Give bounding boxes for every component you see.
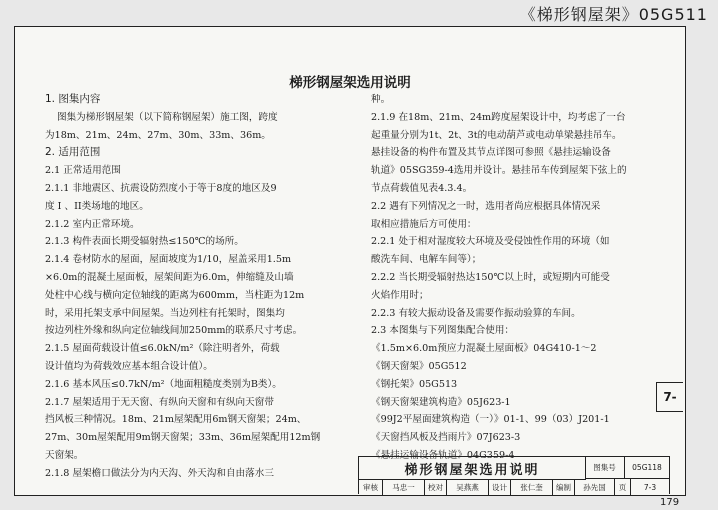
text-line: 《1.5m×6.0m预应力混凝土屋面板》04G410-1～2 (371, 343, 597, 355)
reviewer-name: 马忠一 (383, 479, 425, 495)
text-line: 2.1.9 在18m、21m、24m跨度屋架设计中，均考虑了一台 (371, 111, 626, 123)
left-column (45, 91, 349, 483)
designer-name: 张仁奎 (511, 479, 553, 495)
text-line: 2.1.6 基本风压≤0.7kN/m²（地面粗糙度类别为B类）。 (45, 378, 282, 390)
document-page (14, 26, 686, 496)
text-line: 2.1.3 构件表面长期受辐射热≤150℃的场所。 (45, 236, 244, 248)
text-line: 酸洗车间、电解车间等）； (371, 254, 482, 266)
title-block (358, 456, 670, 494)
text-line: 27m、30m屋架配用9m钢天窗架；33m、36m屋架配用12m钢 (45, 432, 321, 444)
text-line: 《钢托架》05G513 (371, 378, 458, 390)
text-line: 《钢天窗架建筑构造》05J623-1 (371, 396, 511, 408)
text-line: 起重量分别为1t、2t、3t的电动葫芦或电动单梁悬挂吊车。 (371, 129, 622, 141)
text-line: 2.1.4 卷材防水的屋面，屋面坡度为1/10，屋盖采用1.5m (45, 254, 292, 266)
text-line: 2.1 正常适用范围 (45, 165, 121, 177)
checker-name: 吴燕燕 (447, 479, 489, 495)
text-line: ×6.0m的混凝土屋面板，屋架间距为6.0m，伸缩缝及山墙 (45, 271, 294, 283)
text-line: 2.2.1 处于相对湿度较大环境及受侵蚀性作用的环境（如 (371, 236, 610, 248)
text-line: 《悬挂运输设备轨道》04G359-4 (371, 449, 515, 461)
text-line: 2.2.3 有较大振动设备及需要作振动验算的车间。 (371, 307, 581, 319)
text-line: 1. 图集内容 (45, 93, 101, 105)
text-line: 节点荷载值见表4.3.4。 (371, 182, 473, 194)
text-line: 2.2.2 当长期受辐射热达150℃以上时，或短期内可能受 (371, 271, 610, 283)
text-line: 2.1.7 屋架适用于无天窗、有纵向天窗和有纵向天窗带 (45, 396, 274, 408)
text-line: 设计值均为荷载效应基本组合设计值）。 (45, 360, 213, 372)
text-line: 火焰作用时； (371, 289, 429, 301)
page-number: 179 (660, 497, 680, 508)
right-column (371, 91, 667, 465)
compile-label: 编制 (553, 479, 575, 495)
text-line: 2.3 本图集与下列图集配合使用： (371, 325, 515, 337)
page-label: 页 (615, 479, 631, 495)
text-line: 2.1.5 屋面荷载设计值≤6.0kN/m²（除注明者外，荷载 (45, 343, 280, 355)
compiler-name: 孙先国 (575, 479, 615, 495)
text-line: 《钢天窗架》05G512 (371, 360, 467, 372)
check-label: 校对 (425, 479, 447, 495)
text-line: 种。 (371, 94, 391, 105)
text-line: 处柱中心线与横向定位轴线的距离为600mm，当柱距为12m (45, 289, 305, 301)
text-line: 2.1.2 室内正常环境。 (45, 218, 140, 230)
text-line: 为18m、21m、24m、27m、30m、33m、36m。 (45, 129, 271, 141)
text-line: 按边列柱外缘和纵向定位轴线间加250mm的联系尺寸考虑。 (45, 325, 303, 337)
text-line: 图集为梯形钢屋架（以下简称钢屋架）施工图，跨度 (57, 111, 278, 123)
atlas-no: 05G118 (625, 457, 669, 479)
text-line: 挡风板三种情况。18m、21m屋架配用6m钢天窗架；24m、 (45, 414, 307, 426)
sheet-page-no: 7-3 (643, 482, 657, 492)
text-line: 时，采用托架支承中间屋架。当边列柱有托架时，图集均 (45, 307, 285, 319)
text-line: 2.1.8 屋架檐口做法分为内天沟、外天沟和自由落水三 (45, 467, 274, 479)
document-title: 梯形钢屋架选用说明 (289, 75, 411, 91)
text-line: 度 I 、II类场地的地区。 (45, 200, 149, 212)
text-line: 轨道》05SG359-4选用并设计。悬挂吊车传到屋架下弦上的 (371, 165, 627, 177)
text-line: 2.2 遇有下列情况之一时，选用者尚应根据具体情况采 (371, 200, 601, 212)
title-block-main-title: 梯形钢屋架选用说明 (359, 457, 586, 480)
chapter-tab: 7- (656, 382, 683, 412)
text-line: 悬挂设备的构件布置及其节点详图可参照《悬挂运输设备 (371, 147, 611, 159)
series-title: 《梯形钢屋架》05G511 (519, 5, 708, 24)
design-label: 设计 (489, 479, 511, 495)
text-line: 2. 适用范围 (45, 146, 101, 159)
title-block-signature-row (359, 479, 669, 495)
text-line: 取相应措施后方可使用： (371, 218, 477, 230)
atlas-no-label: 图集号 (585, 457, 625, 479)
text-line: 《天窗挡风板及挡雨片》07J623-3 (371, 432, 521, 444)
text-line: 2.1.1 非地震区、抗震设防烈度小于等于8度的地区及9 (45, 182, 277, 194)
text-line: 天窗架。 (45, 449, 84, 461)
text-line: 《99J2平屋面建筑构造（一）》01-1、99（03）J201-1 (371, 414, 610, 426)
review-label: 审核 (359, 479, 383, 495)
